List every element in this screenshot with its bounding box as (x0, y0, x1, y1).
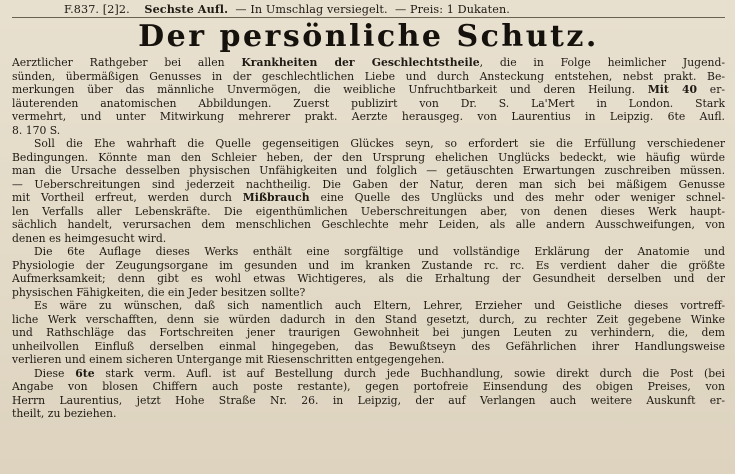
text-run: man die Ursache desselben physischen Unfähigkeiten und folglich — getäuschten Erwartungen zuschreiben müssen. (12, 164, 725, 177)
text-run: Physiologie der Zeugungsorgane im gesunden und im kranken Zustande rc. rc. Es verdient daher die größte (12, 258, 725, 272)
text-line (12, 407, 725, 421)
text-line (12, 286, 725, 300)
emphasized-text: 6te (75, 366, 95, 380)
text-run: Soll die Ehe wahrhaft die Quelle gegenseitigen Glückes seyn, so erfordert sie die Erfüllung verschiedener (34, 137, 725, 150)
text-line (12, 380, 725, 394)
text-run: len Verfalls aller Lebenskräfte. Die eigenthümlichen Ueberschreitungen aber, von denen dieses Werk haupt- (12, 204, 725, 218)
text-line (12, 205, 725, 219)
text-run: merkungen über das männliche Unvermögen, die weibliche Unfruchtbarkeit und deren Heilung. (12, 83, 648, 96)
text-run: und Rathschläge das Fortschreiten jener traurigen Gewohnheit bei jungen Leuten zu verhindern, die, dem (12, 326, 725, 339)
emphasized-text: Krankheiten der Geschlechtstheile (241, 56, 480, 69)
emphasized-text: Mißbrauch (242, 191, 310, 204)
text-run: sünden, übermäßigen Genusses in der geschlechtlichen Liebe und durch Ansteckung entstehen, nebst prakt. Be- (12, 69, 725, 83)
text-line (12, 326, 725, 340)
text-run: Es wäre zu wünschen, daß sich namentlich auch Eltern, Lehrer, Erzieher und Geistliche dieses vortreff- (34, 299, 725, 312)
body-paragraph (12, 367, 725, 421)
text-line (12, 137, 725, 151)
text-run: Aufmerksamkeit; denn gibt es wohl etwas Wichtigeres, als die Erhaltung der Gesundheit derselben und der (12, 272, 725, 285)
body-paragraph (12, 245, 725, 299)
text-line (12, 178, 725, 192)
text-line (12, 164, 725, 178)
price-note: — Preis: 1 Dukaten. (395, 3, 510, 16)
ad-header-line (12, 2, 725, 17)
text-run: läuterenden anatomischen Abbildungen. Zuerst publizirt von Dr. S. La'Mert in London. Stark (12, 96, 725, 110)
text-run: mit Vortheil erfreut, werden durch (12, 191, 243, 204)
text-line (12, 218, 725, 232)
text-line (12, 70, 725, 84)
text-run: Herrn Laurentius, jetzt Hohe Straße Nr. 26. in Leipzig, der auf Verlangen auch weitere Auskunft er- (12, 393, 725, 407)
body-paragraph (12, 299, 725, 367)
ad-title: Der persönliche Schutz. (138, 19, 599, 54)
text-line (12, 56, 725, 70)
text-line (12, 340, 725, 354)
ad-body (12, 56, 725, 421)
reference-number: F.837. [2]2. (64, 3, 130, 16)
text-run: theilt, zu beziehen. (12, 407, 117, 420)
text-run: denen es heimgesucht wird. (12, 231, 167, 245)
text-line (12, 97, 725, 111)
body-paragraph (12, 56, 725, 137)
text-run: sächlich handelt, verursachen dem menschlichen Geschlechte mehr Leiden, als alle andern Ausschweifungen, von (12, 218, 725, 231)
text-line (12, 124, 725, 138)
text-line (12, 83, 725, 97)
text-line (12, 367, 725, 381)
text-run: physischen Fähigkeiten, die ein Jeder besitzen sollte? (12, 285, 306, 299)
text-line (12, 272, 725, 286)
sealed-note: — In Umschlag versiegelt. (235, 3, 388, 16)
text-line (12, 232, 725, 246)
text-run: unheilvollen Einfluß derselben einmal hingegeben, das Bewußtseyn des Gefährlichen ihrer Handlungsweise (12, 339, 725, 353)
text-run: , die in Folge heimlicher Jugend- (479, 56, 725, 69)
text-run: eine Quelle des Unglücks und des mehr oder weniger schnel- (309, 191, 725, 204)
text-run: — Ueberschreitungen sind jederzeit nachtheilig. Die Gaben der Natur, deren man sich bei mäßigem Genusse (12, 177, 725, 191)
header-rule (12, 17, 725, 18)
text-line (12, 151, 725, 165)
text-run: Diese (34, 366, 76, 380)
text-run: er- (697, 83, 725, 96)
text-run: Bedingungen. Könnte man den Schleier heben, der den Ursprung ehelichen Unglücks bedeckt, wie häufig würde (12, 150, 725, 164)
emphasized-text: Mit 40 (647, 83, 698, 96)
text-run: Die 6te Auflage dieses Werks enthält eine sorgfältige und vollständige Erklärung der Anatomie und (34, 245, 725, 258)
text-line (12, 191, 725, 205)
text-line (12, 245, 725, 259)
text-line (12, 299, 725, 313)
body-paragraph (12, 137, 725, 245)
text-line (12, 394, 725, 408)
text-run: vermehrt, und unter Mitwirkung mehrerer prakt. Aerzte herausgeg. von Laurentius in Leipzig. 6te Aufl. (12, 110, 725, 123)
text-line (12, 353, 725, 367)
edition-label: Sechste Aufl. (144, 2, 229, 16)
text-run: stark verm. Aufl. ist auf Bestellung durch jede Buchhandlung, sowie direkt durch die Post (bei (94, 366, 725, 380)
text-run: Aerztlicher Rathgeber bei allen (12, 56, 242, 69)
text-run: verlieren und einem sicheren Untergange mit Riesenschritten entgegengehen. (12, 353, 445, 366)
text-run: Angabe von blosen Chiffern auch poste restante), gegen portofreie Einsendung des obigen Preises, von (12, 380, 725, 393)
text-line (12, 110, 725, 124)
text-line (12, 313, 725, 327)
text-line (12, 259, 725, 273)
text-run: liche Werk verschafften, denn sie würden dadurch in den Stand gesetzt, durch, zu rechter Zeit gegebene Winke (12, 312, 725, 326)
text-run: 8. 170 S. (12, 123, 61, 137)
